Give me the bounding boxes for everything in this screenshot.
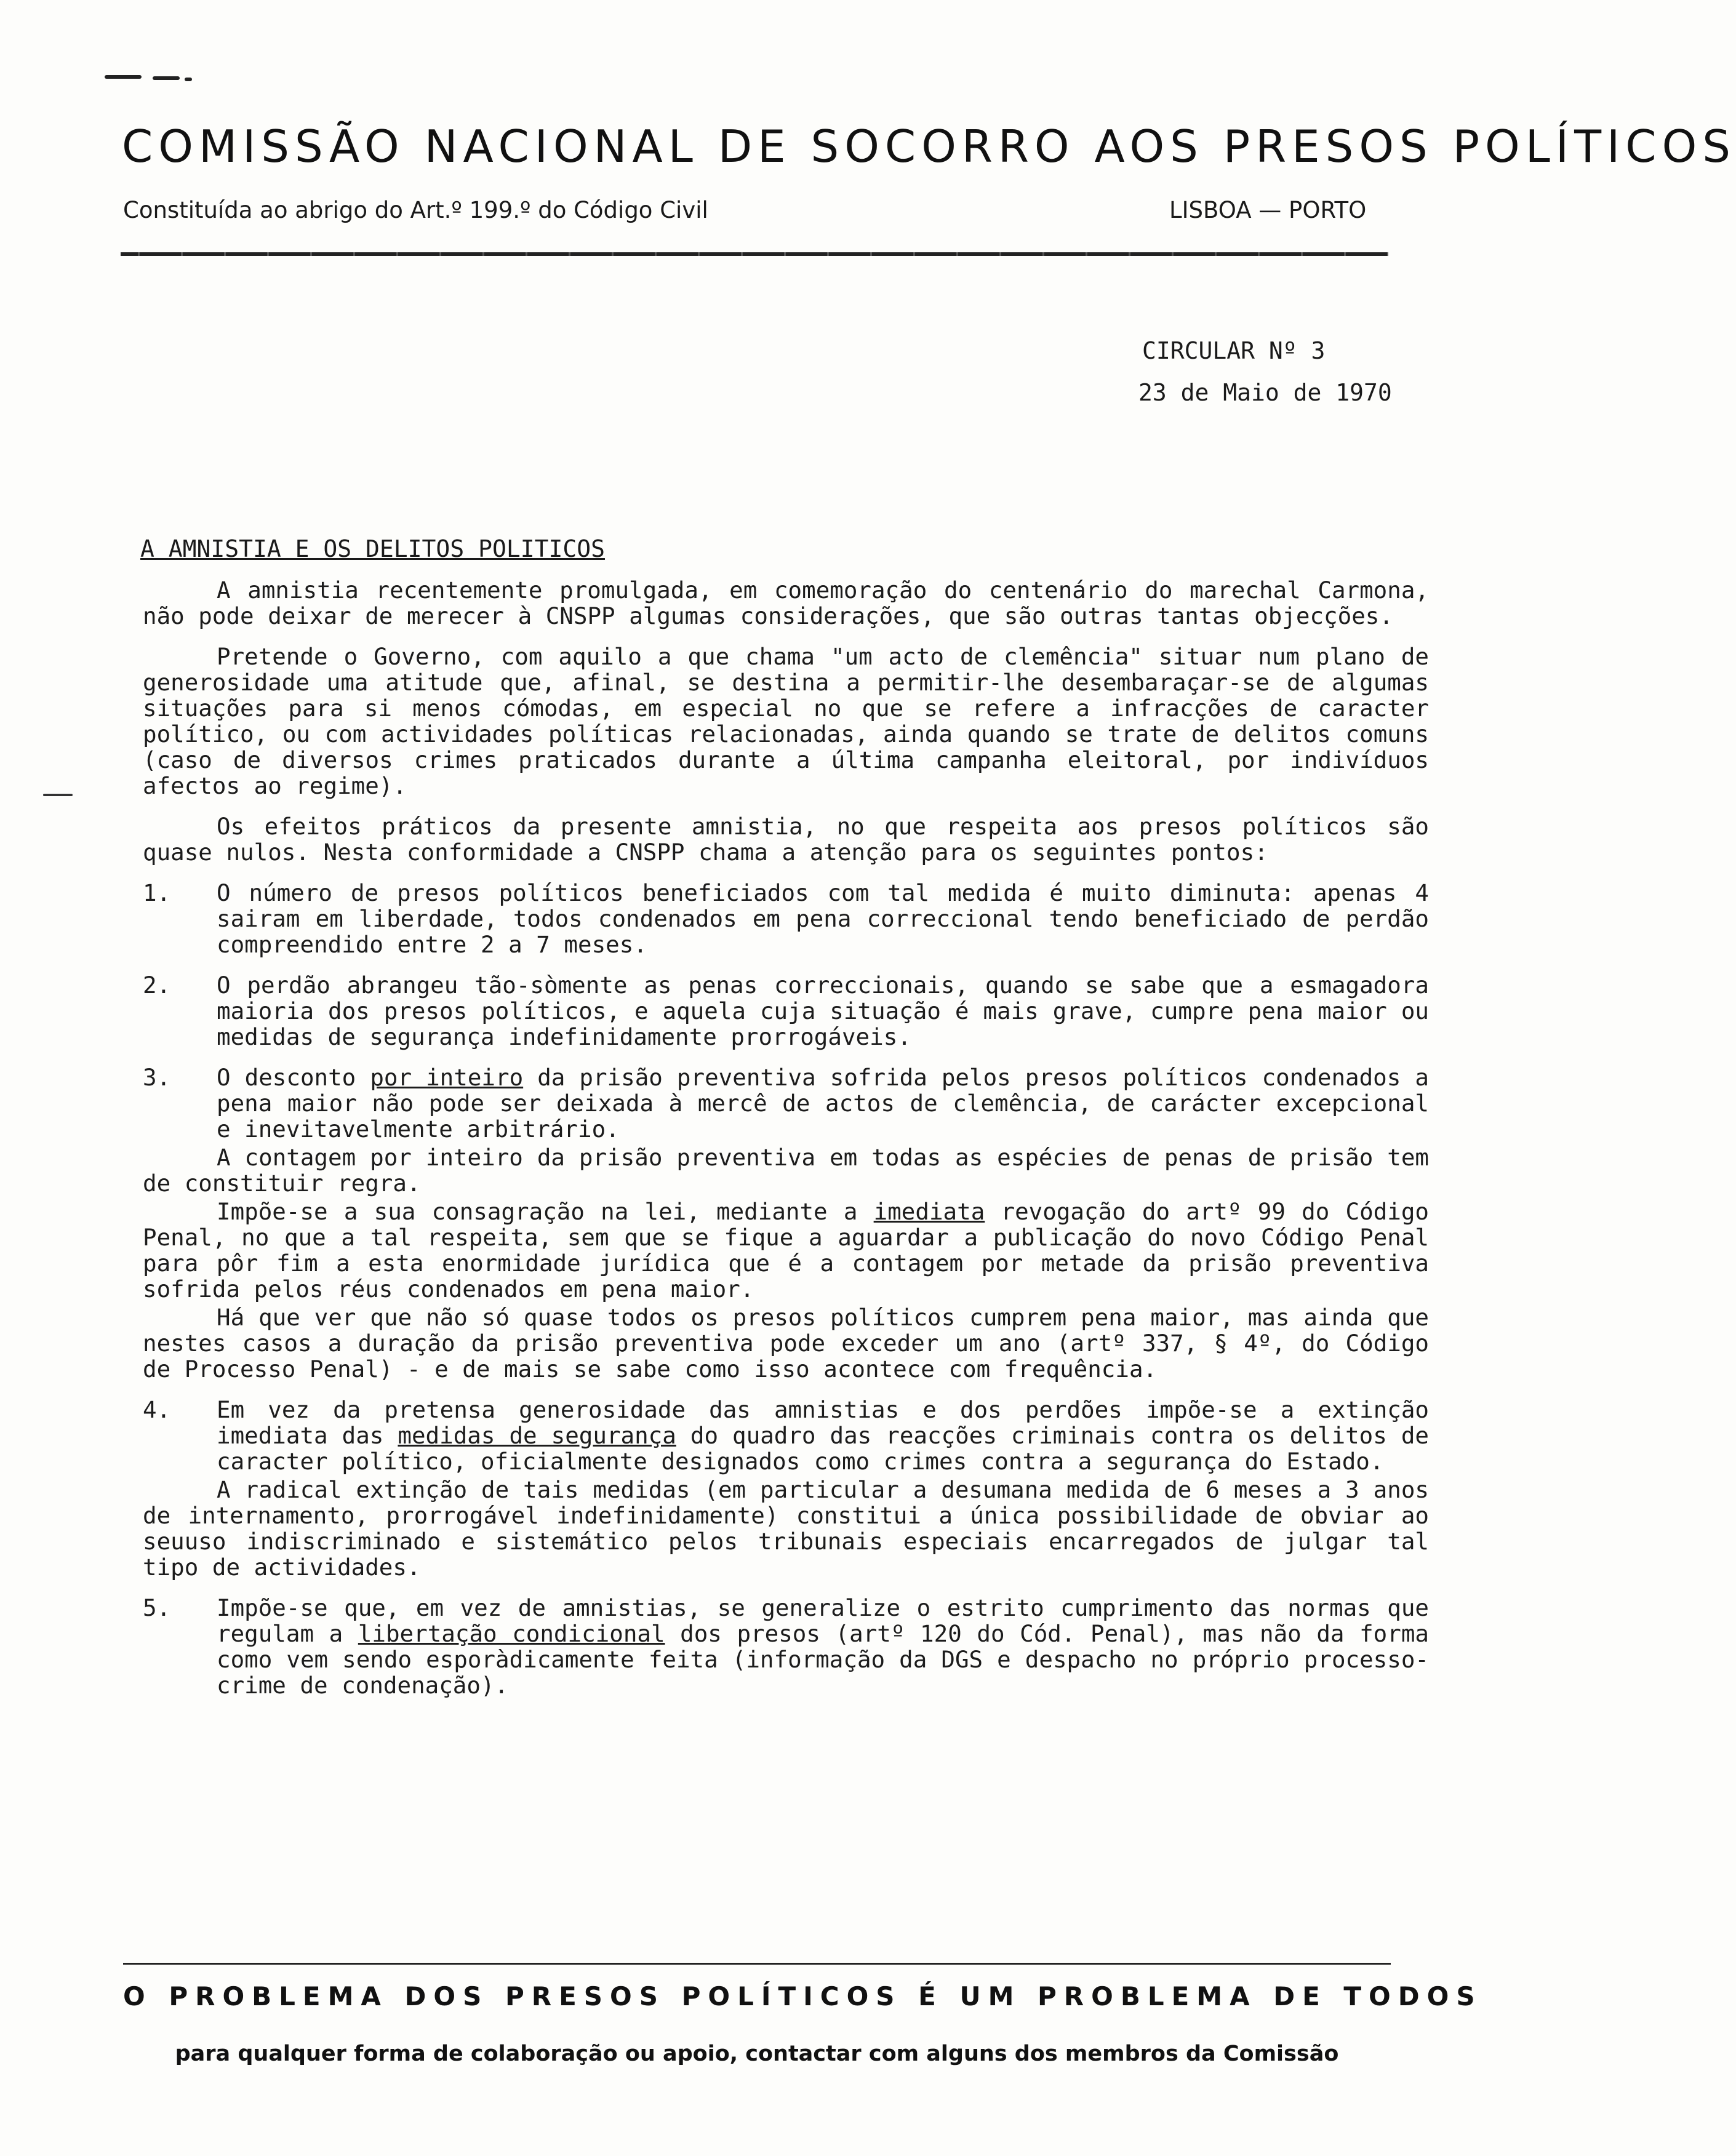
underlined-phrase: por inteiro bbox=[370, 1064, 524, 1091]
item-3-paragraph-3: Impõe-se a sua consagração na lei, mediante a imediata revogação do artº 99 do Código Penal, no que a tal respeita, sem que se fique a aguardar a publicação do novo Código Penal para pôr fim a esta enormidade jurídica que é a contagem por metade da prisão preventiva sofrida pelos réus condenados em pena maior. bbox=[143, 1198, 1429, 1303]
header-divider bbox=[121, 252, 1388, 256]
circular-date: 23 de Maio de 1970 bbox=[1138, 379, 1392, 406]
list-item-1 bbox=[143, 880, 1429, 957]
document-body bbox=[143, 577, 1429, 1713]
paragraph-intro: A amnistia recentemente promulgada, em comemoração do centenário do marechal Carmona, não pode deixar de merecer à CNSPP algumas considerações, que são outras tantas objecções. bbox=[143, 577, 1429, 629]
item-number: 3. bbox=[143, 1064, 171, 1091]
list-item-4 bbox=[143, 1397, 1429, 1474]
item-number: 5. bbox=[143, 1594, 171, 1621]
organization-title: COMISSÃO NACIONAL DE SOCORRO AOS PRESOS POLÍTICOS bbox=[122, 121, 1736, 172]
footer-divider bbox=[123, 1963, 1391, 1965]
item-number: 2. bbox=[143, 972, 171, 999]
list-item-3 bbox=[143, 1064, 1429, 1142]
item-3-paragraph-4: Há que ver que não só quase todos os presos políticos cumprem pena maior, mas ainda que nestes casos a duração da prisão preventiva pode exceder um ano (artº 337, § 4º, do Código de Processo Penal) - e de mais se sabe como isso acontece com frequência. bbox=[143, 1304, 1429, 1383]
item-text: Em vez da pretensa generosidade das amnistias e dos perdões impõe-se a extinção imediata das medidas de segurança do quadro das reacções criminais contra os delitos de caracter político, oficialmente designados como crimes contra a segurança do Estado. bbox=[217, 1396, 1430, 1475]
margin-mark bbox=[43, 794, 73, 796]
item-text: Impõe-se que, em vez de amnistias, se generalize o estrito cumprimento das normas que regulam a libertação condicional dos presos (artº 120 do Cód. Penal), mas não da forma como vem sendo esporàdicamente feita (informação da DGS e despacho no próprio processo-crime de condenação). bbox=[217, 1594, 1429, 1699]
corner-ink-mark bbox=[105, 69, 203, 82]
list-item-2 bbox=[143, 972, 1429, 1050]
item-text: O desconto por inteiro da prisão preventiva sofrida pelos presos políticos condenados a pena maior não pode ser deixada à mercê de actos de clemência, de carácter excepcional e inevitavelmente arbitrário. bbox=[217, 1064, 1429, 1143]
item-number: 1. bbox=[143, 879, 171, 906]
list-item-5 bbox=[143, 1595, 1429, 1698]
paragraph-effects: Os efeitos práticos da presente amnistia, no que respeita aos presos políticos são quase nulos. Nesta conformidade a CNSPP chama a atenção para os seguintes pontos: bbox=[143, 813, 1429, 866]
underlined-phrase: medidas de segurança bbox=[398, 1422, 676, 1449]
item-4-paragraph-2: A radical extinção de tais medidas (em particular a desumana medida de 6 meses a 3 anos de internamento, prorrogável indefinidamente) constitui a única possibilidade de obviar ao seuuso indiscriminado e sistemático pelos tribunais especiais encarregados de julgar tal tipo de actividades. bbox=[143, 1476, 1429, 1581]
footer-contact: para qualquer forma de colaboração ou apoio, contactar com alguns dos membros da Comissão bbox=[175, 2042, 1339, 2066]
item-text: O número de presos políticos beneficiados com tal medida é muito diminuta: apenas 4 sairam em liberdade, todos condenados em pena correccional tendo beneficiado de perdão compreendido entre 2 a 7 meses. bbox=[217, 879, 1429, 958]
underlined-phrase: imediata bbox=[873, 1198, 985, 1225]
circular-number: CIRCULAR Nº 3 bbox=[1142, 337, 1326, 364]
item-text: O perdão abrangeu tão-sòmente as penas correccionais, quando se sabe que a esmagadora maioria dos presos políticos, e aquela cuja situação é mais grave, cumpre pena maior ou medidas de segurança indefinidamente prorrogáveis. bbox=[217, 972, 1429, 1050]
item-number: 4. bbox=[143, 1396, 171, 1423]
organization-subtitle: Constituída ao abrigo do Art.º 199.º do Código Civil bbox=[123, 197, 708, 223]
footer-slogan: O PROBLEMA DOS PRESOS POLÍTICOS É UM PROBLEMA DE TODOS bbox=[123, 1981, 1482, 2011]
paragraph-government: Pretende o Governo, com aquilo a que chama "um acto de clemência" situar num plano de generosidade uma atitude que, afinal, se destina a permitir-lhe desembaraçar-se de algumas situações para si menos cómodas, em especial no que se refere a infracções de caracter político, ou com actividades políticas relacionadas, ainda quando se trate de delitos comuns (caso de diversos crimes praticados durante a última campanha eleitoral, por indivíduos afectos ao regime). bbox=[143, 643, 1429, 799]
item-3-paragraph-2: A contagem por inteiro da prisão preventiva em todas as espécies de penas de prisão tem de constituir regra. bbox=[143, 1144, 1429, 1197]
underlined-phrase: libertação condicional bbox=[358, 1620, 665, 1647]
section-heading: A AMNISTIA E OS DELITOS POLITICOS bbox=[140, 535, 605, 562]
organization-cities: LISBOA — PORTO bbox=[1169, 197, 1367, 223]
